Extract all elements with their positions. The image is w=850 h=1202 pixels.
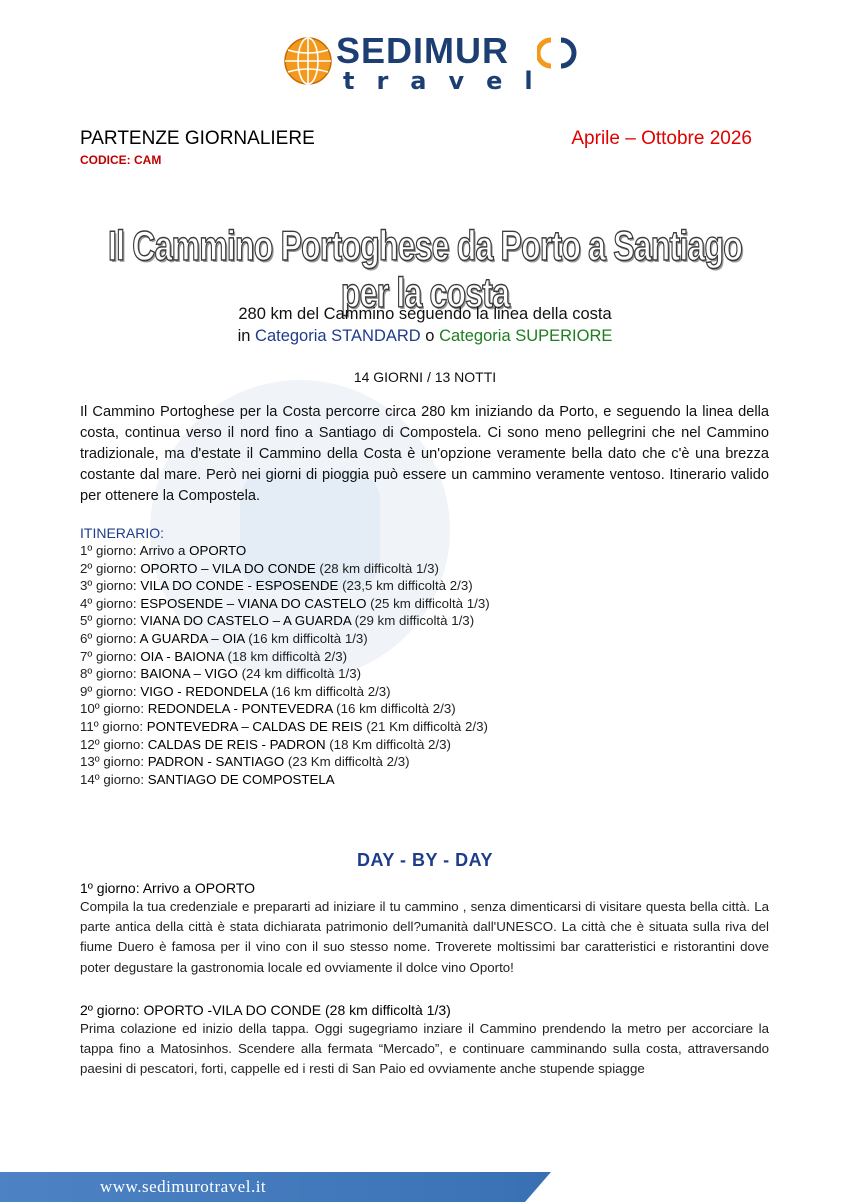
departure-title: PARTENZE GIORNALIERE <box>80 128 315 149</box>
itinerary-day-label: giorno: <box>102 718 144 734</box>
trip-duration: 14 GIORNI / 13 NOTTI <box>353 369 497 385</box>
subtitle-in: in <box>237 327 251 345</box>
logo-swirl-icon <box>537 36 577 70</box>
itinerary-info: (16 km difficoltà 1/3) <box>244 630 368 646</box>
itinerary-day-number: 7º <box>80 648 93 664</box>
itinerary-day-label: giorno: <box>95 560 137 576</box>
itinerary-day-label: giorno: <box>103 736 145 752</box>
footer-white-corner <box>525 1172 850 1202</box>
itinerary-day-label: giorno: <box>95 666 137 682</box>
itinerary-day-number: 6º <box>80 630 93 646</box>
subtitle-line1: 280 km del Cammino seguendo la linea della costa <box>238 305 612 323</box>
day-section-heading: 2º giorno: OPORTO -VILA DO CONDE (28 km difficoltà 1/3) <box>80 1002 451 1018</box>
itinerary-route: REDONDELA - PONTEVEDRA <box>147 701 333 717</box>
itinerary-route: VILA DO CONDE - ESPOSENDE <box>140 578 339 594</box>
itinerary-heading: ITINERARIO: <box>80 525 165 541</box>
itinerary-day-number: 8º <box>80 666 93 682</box>
globe-icon <box>283 36 333 86</box>
itinerary-info: (24 km difficoltà 1/3) <box>237 666 362 682</box>
website-link[interactable]: www.sedimurotravel.it <box>100 1177 267 1196</box>
itinerary-item <box>80 753 490 771</box>
itinerary-day-label: giorno: <box>95 595 137 611</box>
itinerary-day-label: giorno: <box>95 683 137 699</box>
logo-brand: SEDIMUR <box>336 30 510 71</box>
itinerary-day-label: giorno: <box>95 648 137 664</box>
itinerary-route: VIGO - REDONDELA <box>140 683 268 699</box>
itinerary-day-label: giorno: <box>95 543 137 558</box>
itinerary-day-number: 5º <box>80 613 93 629</box>
subtitle <box>0 303 850 347</box>
itinerary-route: ESPOSENDE – VIANA DO CASTELO <box>140 595 367 611</box>
itinerary-day-number: 9º <box>80 683 93 699</box>
itinerary-item <box>80 560 490 578</box>
itinerary-item <box>80 612 490 630</box>
itinerary-day-label: giorno: <box>95 578 137 594</box>
itinerary-item <box>80 683 490 701</box>
day-section-heading: 1º giorno: Arrivo a OPORTO <box>80 880 255 896</box>
company-logo <box>283 30 583 94</box>
itinerary-info: (18 km difficoltà 2/3) <box>223 648 348 664</box>
itinerary-route: SANTIAGO DE COMPOSTELA <box>147 771 335 787</box>
itinerary-route: OPORTO <box>189 543 247 558</box>
itinerary-item <box>80 771 490 789</box>
itinerary-day-label: giorno: <box>103 754 145 770</box>
itinerary-route: BAIONA – VIGO <box>140 666 238 682</box>
itinerary-route: A GUARDA – OIA <box>139 630 245 646</box>
itinerary-item <box>80 595 490 613</box>
day-section-2 <box>80 1001 769 1080</box>
itinerary-info: (16 km difficoltà 2/3) <box>267 683 391 699</box>
itinerary-item <box>80 648 490 666</box>
subtitle-or: o <box>425 327 435 345</box>
itinerary-item <box>80 700 490 718</box>
itinerary-day-number: 11º <box>80 718 99 734</box>
itinerary-day-label: giorno: <box>95 613 137 629</box>
itinerary-item <box>80 736 490 754</box>
itinerary-day-number: 3º <box>80 578 93 594</box>
itinerary-info: (23,5 km difficoltà 2/3) <box>338 578 473 594</box>
itinerary-info: (23 Km difficoltà 2/3) <box>284 754 410 770</box>
subtitle-line2 <box>0 325 850 347</box>
itinerary-route: PONTEVEDRA – CALDAS DE REIS <box>146 718 363 734</box>
itinerary-info: (28 km difficoltà 1/3) <box>315 560 439 576</box>
day-section-1 <box>80 879 769 978</box>
itinerary-day-number: 1º <box>80 543 93 558</box>
itinerary-day-number: 14º <box>80 771 100 787</box>
itinerary-day-number: 2º <box>80 560 93 576</box>
itinerary-route: VIANA DO CASTELO – A GUARDA <box>140 613 351 629</box>
category-standard: Categoria STANDARD <box>255 327 421 345</box>
itinerary-day-number: 10º <box>80 701 100 717</box>
itinerary-route: OPORTO – VILA DO CONDE <box>140 560 316 576</box>
product-code: CODICE: CAM <box>80 153 162 167</box>
main-title: Il Cammino Portoghese da Porto a Santiago per la costa <box>108 223 742 317</box>
itinerary-day-label: giorno: <box>103 701 145 717</box>
intro-paragraph: Il Cammino Portoghese per la Costa percorre circa 280 km iniziando da Porto, e seguendo la linea della costa, continua verso il nord fino a Santiago di Compostela. Ci sono meno pellegrini che nel Cammino tradizionale, ma d'estate il Cammino della Costa è un'opzione veramente bella dato che c'è una brezza costante dal mare. Però nei giorni di pioggia può essere un cammino veramente ventoso. Itinerario valido per ottenere la Compostela. <box>80 404 769 504</box>
season-dates: Aprile – Ottobre 2026 <box>571 128 752 149</box>
itinerary-day-number: 12º <box>80 736 100 752</box>
itinerary-item <box>80 542 490 560</box>
itinerary-info: (21 Km difficoltà 2/3) <box>362 718 488 734</box>
day-section-text: Compila la tua credenziale e prepararti ad iniziare il tu cammino , senza dimenticarsi di visitare questa bella città. La parte antica della città è stata dichiarata patrimonio dell?umanità dall'UNESCO. La città che è situata sulla riva del fiume Duero è famosa per il vino con il suo stesso nome. Troverete moltissimi bar caratteristici e ristorantini dove poter degustare la gastronomia locale ed ovviamente il dolce vino Oporto! <box>80 899 769 975</box>
itinerary-prefix: Arrivo a <box>139 543 190 558</box>
itinerary-route: CALDAS DE REIS - PADRON <box>147 736 326 752</box>
itinerary-list <box>80 542 490 788</box>
itinerary-route: PADRON - SANTIAGO <box>147 754 285 770</box>
category-superior: Categoria SUPERIORE <box>439 327 613 345</box>
itinerary-info: (25 km difficoltà 1/3) <box>366 595 490 611</box>
itinerary-item <box>80 718 490 736</box>
itinerary-info: (18 Km difficoltà 2/3) <box>325 736 451 752</box>
itinerary-route: OIA - BAIONA <box>140 648 224 664</box>
day-section-text: Prima colazione ed inizio della tappa. Oggi sugegriamo inziare il Cammino prendendo la metro per accorciare la tappa fino a Matosinhos. Scendere alla fermata “Mercado”, e continuare camminando sulla costa, attraversando paesini di pescatori, forti, cappelle ed i resti di San Paio ed ovviamente anche stupende spiagge <box>80 1021 769 1077</box>
day-by-day-title: DAY - BY - DAY <box>356 850 494 870</box>
itinerary-day-number: 13º <box>80 754 100 770</box>
itinerary-day-number: 4º <box>80 595 93 611</box>
itinerary-day-label: giorno: <box>95 630 137 646</box>
logo-travel: travel <box>343 67 555 95</box>
itinerary-item <box>80 577 490 595</box>
itinerary-item <box>80 630 490 648</box>
itinerary-info: (29 km difficoltà 1/3) <box>350 613 475 629</box>
itinerary-day-label: giorno: <box>103 771 145 787</box>
itinerary-info: (16 km difficoltà 2/3) <box>332 701 456 717</box>
itinerary-item <box>80 665 490 683</box>
